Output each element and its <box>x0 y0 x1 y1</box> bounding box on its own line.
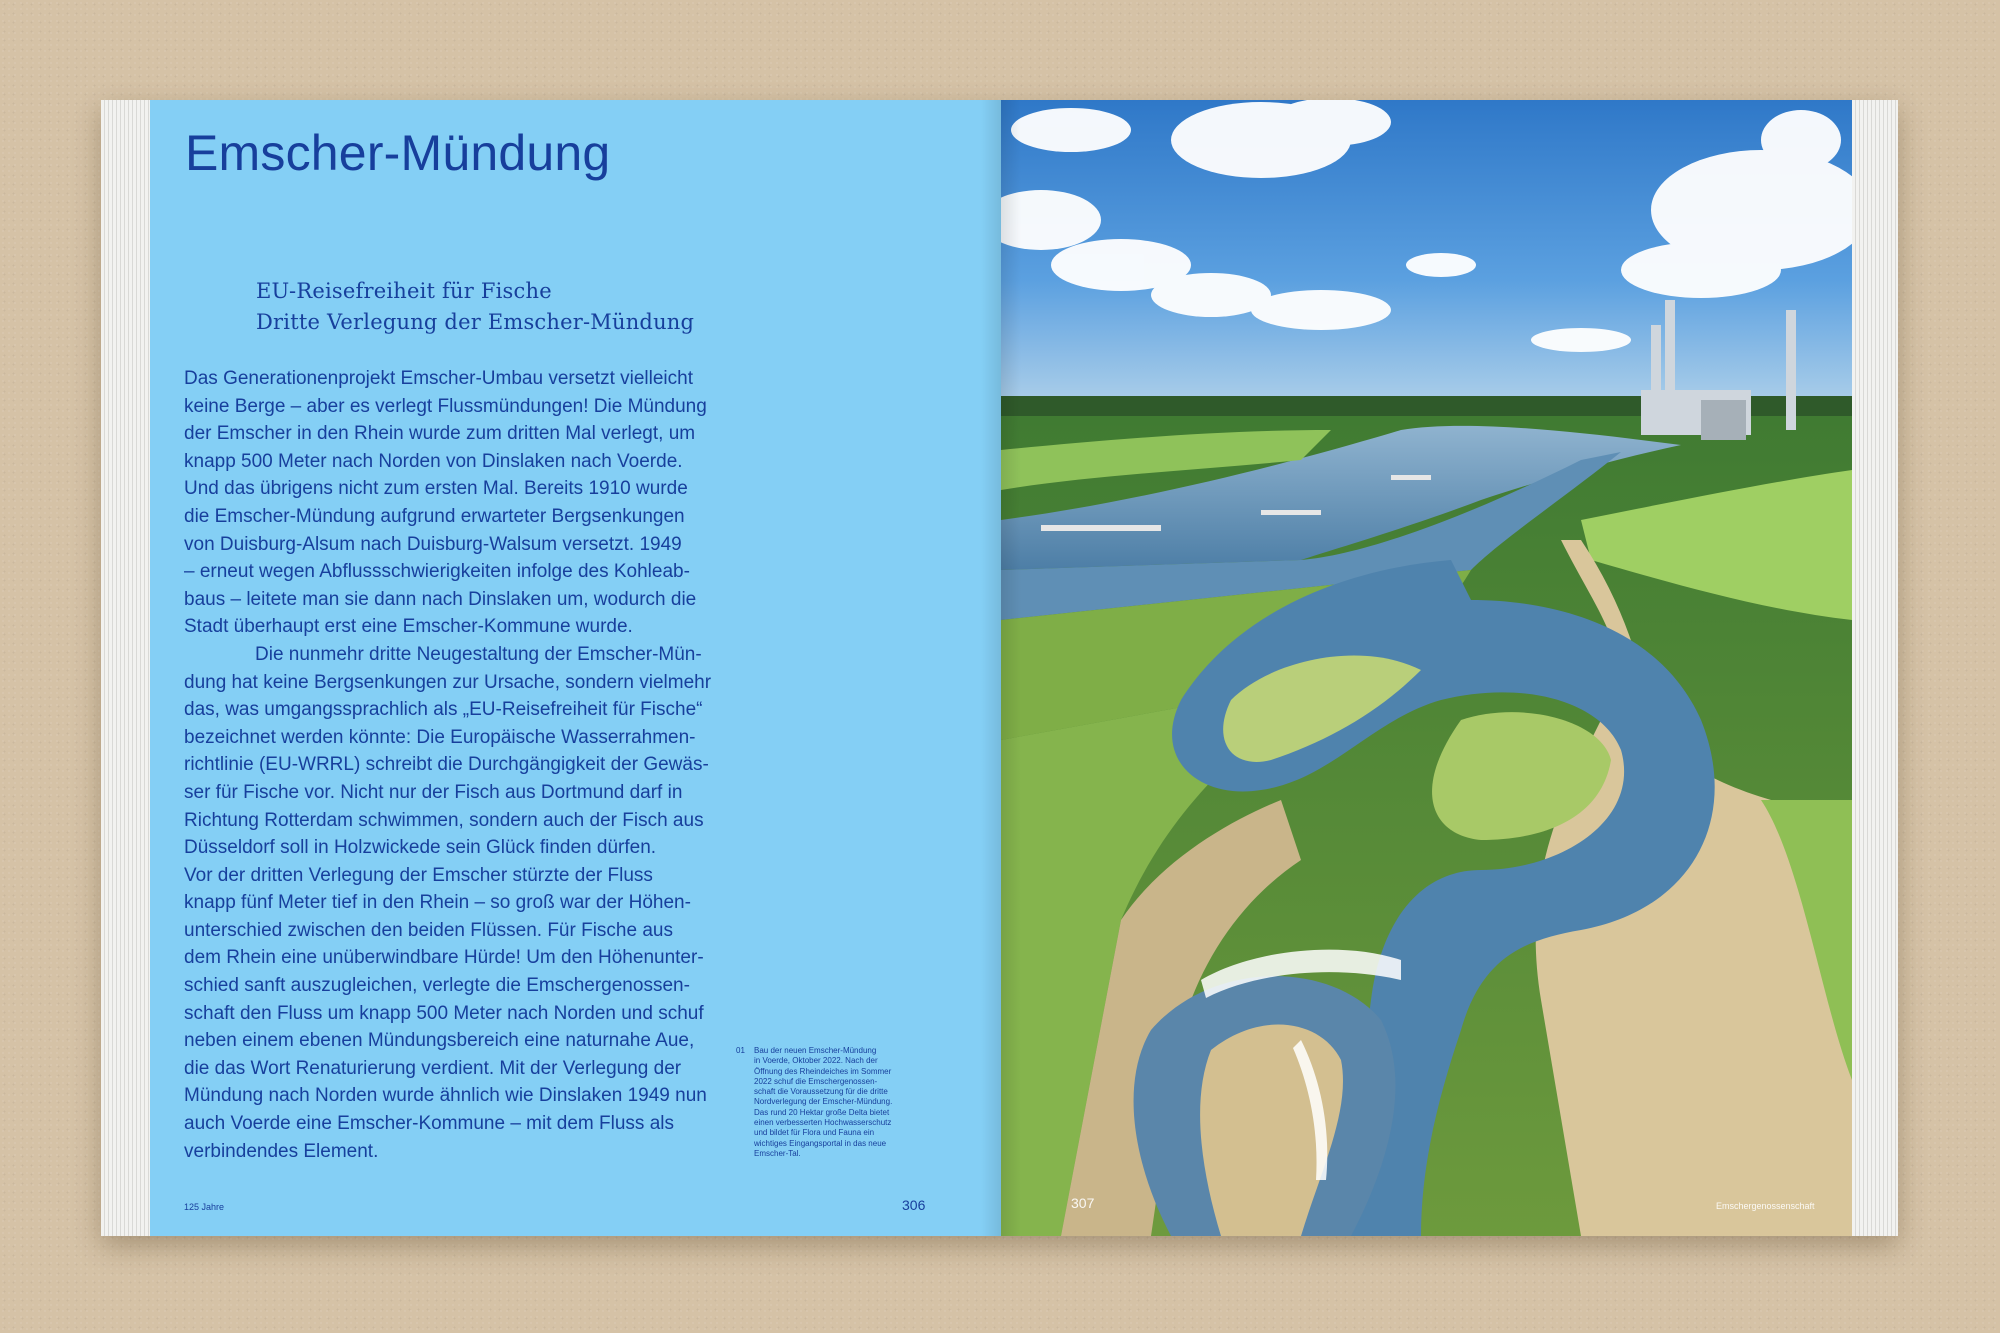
body-line: Das Generationenprojekt Emscher-Umbau versetzt vielleicht <box>184 368 693 389</box>
running-footer-right: Emschergenossenschaft <box>1716 1201 1815 1211</box>
caption-line: einen verbesserten Hochwasserschutz <box>754 1118 892 1128</box>
caption-line: 2022 schuf die Emschergenossen- <box>754 1076 878 1086</box>
page-number-left: 306 <box>902 1197 926 1213</box>
body-line: ser für Fische vor. Nicht nur der Fisch aus Dortmund darf in <box>184 781 683 803</box>
chapter-title: Emscher-Mündung <box>185 125 611 181</box>
subtitle-line-1: EU-Reisefreiheit für Fische <box>256 279 552 303</box>
body-text <box>184 365 764 1165</box>
chapter-subtitle <box>256 276 694 338</box>
page-number-right: 307 <box>1071 1195 1095 1211</box>
left-page <box>150 100 1001 1236</box>
body-line: auch Voerde eine Emscher-Kommune – mit dem Fluss als <box>184 1113 674 1135</box>
body-line: schied sanft auszugleichen, verlegte die Emschergenossen- <box>184 975 690 997</box>
body-line: Und das übrigens nicht zum ersten Mal. Bereits 1910 wurde <box>184 478 688 500</box>
body-line: knapp 500 Meter nach Norden von Dinslaken nach Voerde. <box>184 450 683 472</box>
caption-line: wichtiges Eingangsportal in das neue <box>754 1138 887 1148</box>
body-line: schaft den Fluss um knapp 500 Meter nach Norden und schuf <box>184 1002 704 1024</box>
running-footer-left: 125 Jahre <box>184 1202 225 1212</box>
body-line: Stadt überhaupt erst eine Emscher-Kommune wurde. <box>184 616 633 638</box>
body-line: Düsseldorf soll in Holzwickede sein Glück finden dürfen. <box>184 837 657 859</box>
body-line: der Emscher in den Rhein wurde zum dritten Mal verlegt, um <box>184 423 696 445</box>
body-line: von Duisburg-Alsum nach Duisburg-Walsum versetzt. 1949 <box>184 533 682 555</box>
body-line: neben einem ebenen Mündungsbereich eine naturnahe Aue, <box>184 1030 695 1052</box>
body-line: das, was umgangssprachlich als „EU-Reisefreiheit für Fische“ <box>184 699 703 721</box>
caption-line: schaft die Voraussetzung für die dritte <box>754 1087 888 1097</box>
body-line: verbindendes Element. <box>184 1140 379 1162</box>
aerial-photo-emscher-delta <box>1001 100 1852 1236</box>
caption-number: 01 <box>736 1046 745 1055</box>
body-line: – erneut wegen Abflussschwierigkeiten infolge des Kohleab- <box>184 561 690 583</box>
body-line: Mündung nach Norden wurde ähnlich wie Dinslaken 1949 nun <box>184 1085 707 1107</box>
body-line: dem Rhein eine unüberwindbare Hürde! Um den Höhenunter- <box>184 947 704 969</box>
body-line: baus – leitete man sie dann nach Dinslaken um, wodurch die <box>184 588 697 610</box>
caption-text <box>754 1046 934 1159</box>
body-line: dung hat keine Bergsenkungen zur Ursache, sondern vielmehr <box>184 671 712 693</box>
caption-line: Öffnung des Rheindeiches im Sommer <box>754 1066 892 1076</box>
subtitle-line-2: Dritte Verlegung der Emscher-Mündung <box>256 310 695 334</box>
caption-line: Emscher-Tal. <box>754 1148 801 1158</box>
body-line: die das Wort Renaturierung verdient. Mit der Verlegung der <box>184 1057 682 1079</box>
body-line: Die nunmehr dritte Neugestaltung der Emscher-Mün- <box>255 643 702 665</box>
right-page-photo <box>1001 100 1852 1236</box>
caption-line: und bildet für Flora und Fauna ein <box>754 1128 875 1138</box>
body-line: keine Berge – aber es verlegt Flussmündungen! Die Mündung <box>184 395 707 417</box>
caption-line: in Voerde, Oktober 2022. Nach der <box>754 1056 878 1066</box>
caption-line: Bau der neuen Emscher-Mündung <box>754 1046 877 1055</box>
open-book <box>101 100 1898 1236</box>
caption-line: Nordverlegung der Emscher-Mündung. <box>754 1097 893 1107</box>
body-line: knapp fünf Meter tief in den Rhein – so groß war der Höhen- <box>184 892 691 914</box>
image-caption <box>736 1046 934 1159</box>
caption-line: Das rund 20 Hektar große Delta bietet <box>754 1107 890 1117</box>
page-edges-left <box>101 100 150 1236</box>
body-line: die Emscher-Mündung aufgrund erwarteter Bergsenkungen <box>184 505 685 527</box>
body-line: Richtung Rotterdam schwimmen, sondern auch der Fisch aus <box>184 809 704 831</box>
body-line: Vor der dritten Verlegung der Emscher stürzte der Fluss <box>184 864 653 886</box>
body-line: richtlinie (EU-WRRL) schreibt die Durchgängigkeit der Gewäs- <box>184 754 709 776</box>
page-edges-right <box>1852 100 1898 1236</box>
body-line: bezeichnet werden könnte: Die Europäische Wasserrahmen- <box>184 726 696 748</box>
body-line: unterschied zwischen den beiden Flüssen. Für Fische aus <box>184 919 673 941</box>
